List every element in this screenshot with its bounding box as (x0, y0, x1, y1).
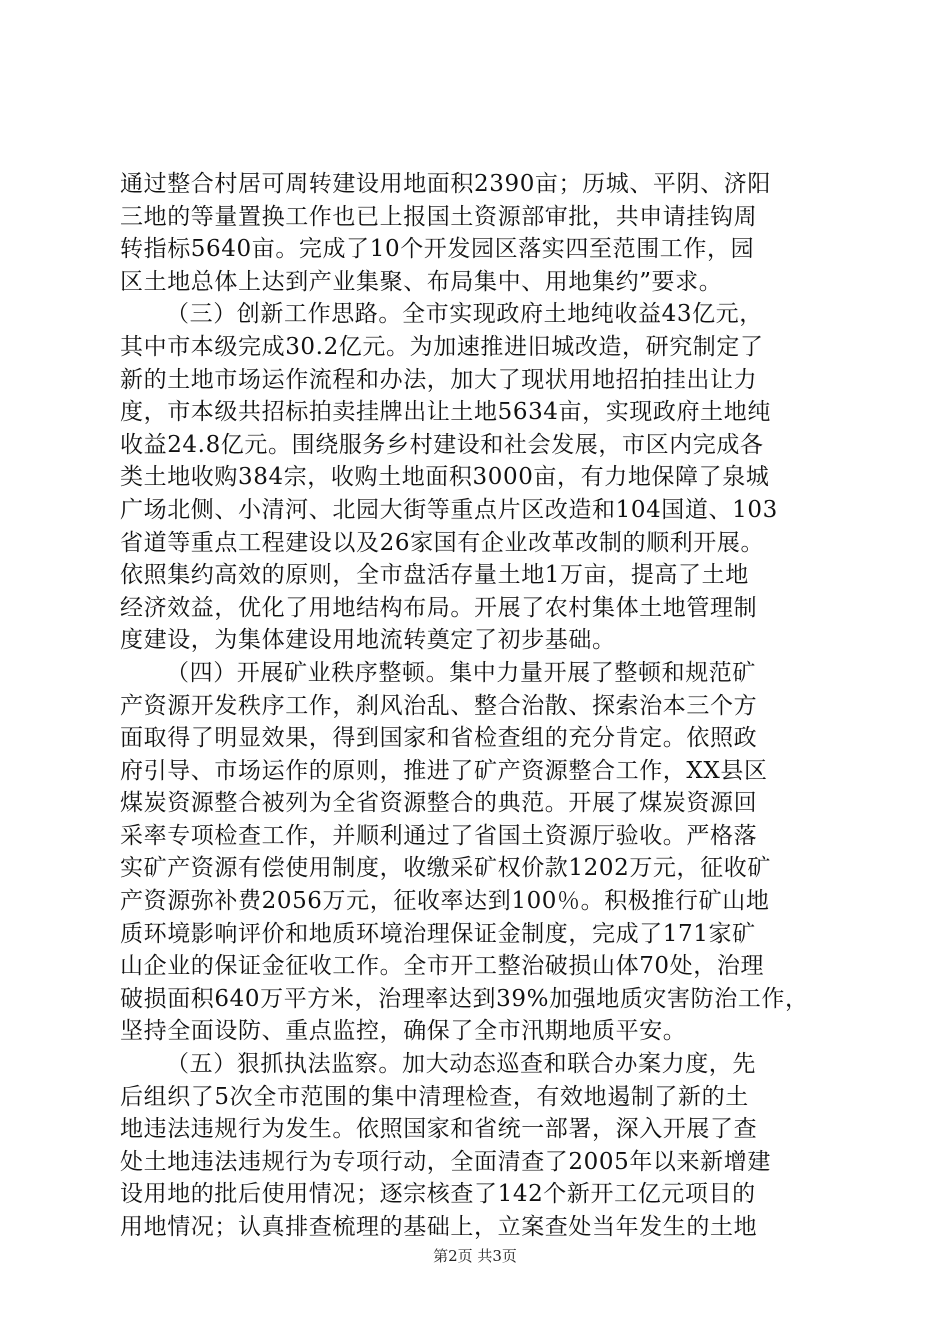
text-line: 通过整合村居可周转建设用地面积2390亩；历城、平阴、济阳 (120, 171, 771, 197)
text-line: 产资源弥补费2056万元，征收率达到100％。积极推行矿山地 (120, 888, 770, 915)
text-line: （三）创新工作思路。全市实现政府土地纯收益43亿元， (166, 301, 763, 328)
text-line: 采率专项检查工作，并顺利通过了省国土资源厅验收。严格落 (120, 822, 758, 849)
text-line: 产资源开发秩序工作，刹风治乱、整合治散、探索治本三个方 (120, 692, 758, 719)
text-line: 山企业的保证金征收工作。全市开工整治破损山体70处，治理 (120, 953, 765, 980)
text-line: 类土地收购384宗，收购土地面积3000亩，有力地保障了泉城 (120, 464, 770, 491)
text-line: （五）狠抓执法监察。加大动态巡查和联合办案力度，先 (166, 1051, 756, 1078)
text-line: 依照集约高效的原则，全市盘活存量土地1万亩，提高了土地 (120, 562, 749, 589)
page-footer (0, 1245, 950, 1266)
text-line: 面取得了明显效果，得到国家和省检查组的充分肯定。依照政 (120, 725, 758, 752)
text-line: 处土地违法违规行为专项行动，全面清查了2005年以来新增建 (120, 1148, 771, 1175)
text-line: 破损面积640万平方米，治理率达到39%加强地质灾害防治工作， (120, 985, 809, 1012)
text-line: 度建设，为集体建设用地流转奠定了初步基础。 (120, 627, 616, 654)
text-line: 质环境影响评价和地质环境治理保证金制度，完成了171家矿 (120, 920, 756, 947)
text-line: 其中市本级完成30.2亿元。为加速推进旧城改造，研究制定了 (120, 333, 764, 360)
text-line: 地违法违规行为发生。依照国家和省统一部署，深入开展了查 (120, 1116, 758, 1143)
text-line: 新的土地市场运作流程和办法，加大了现状用地招拍挂出让力 (120, 366, 758, 393)
text-line: 省道等重点工程建设以及26家国有企业改革改制的顺利开展。 (120, 529, 765, 556)
text-line: 度，市本级共招标拍卖挂牌出让土地5634亩，实现政府土地纯 (120, 399, 771, 426)
text-line: （四）开展矿业秩序整顿。集中力量开展了整顿和规范矿 (166, 659, 756, 686)
text-line: 府引导、市场运作的原则，推进了矿产资源整合工作，XX县区 (120, 757, 768, 784)
text-line: 坚持全面设防、重点监控，确保了全市汛期地质平安。 (120, 1018, 687, 1045)
text-line: 用地情况；认真排查梳理的基础上，立案查处当年发生的土地 (120, 1214, 758, 1240)
text-line: 区土地总体上达到产业集聚、布局集中、用地集约”要求。 (120, 268, 723, 295)
text-line: 广场北侧、小清河、北园大街等重点片区改造和104国道、103 (120, 496, 778, 523)
document-body (120, 168, 832, 1244)
text-line: 煤炭资源整合被列为全省资源整合的典范。开展了煤炭资源回 (120, 790, 758, 817)
page-number-label: 第2页 共3页 (433, 1247, 517, 1265)
text-line: 转指标5640亩。完成了10个开发园区落实四至范围工作，园 (120, 236, 755, 263)
text-line: 三地的等量置换工作也已上报国土资源部审批，共申请挂钩周 (120, 203, 758, 230)
text-line: 设用地的批后使用情况；逐宗核查了142个新开工亿元项目的 (120, 1181, 756, 1208)
text-line: 收益24.8亿元。围绕服务乡村建设和社会发展，市区内完成各 (120, 431, 764, 458)
text-line: 实矿产资源有偿使用制度，收缴采矿权价款1202万元，征收矿 (120, 855, 771, 882)
text-line: 后组织了5次全市范围的集中清理检查，有效地遏制了新的土 (120, 1083, 749, 1110)
text-line: 经济效益，优化了用地结构布局。开展了农村集体土地管理制 (120, 594, 758, 621)
